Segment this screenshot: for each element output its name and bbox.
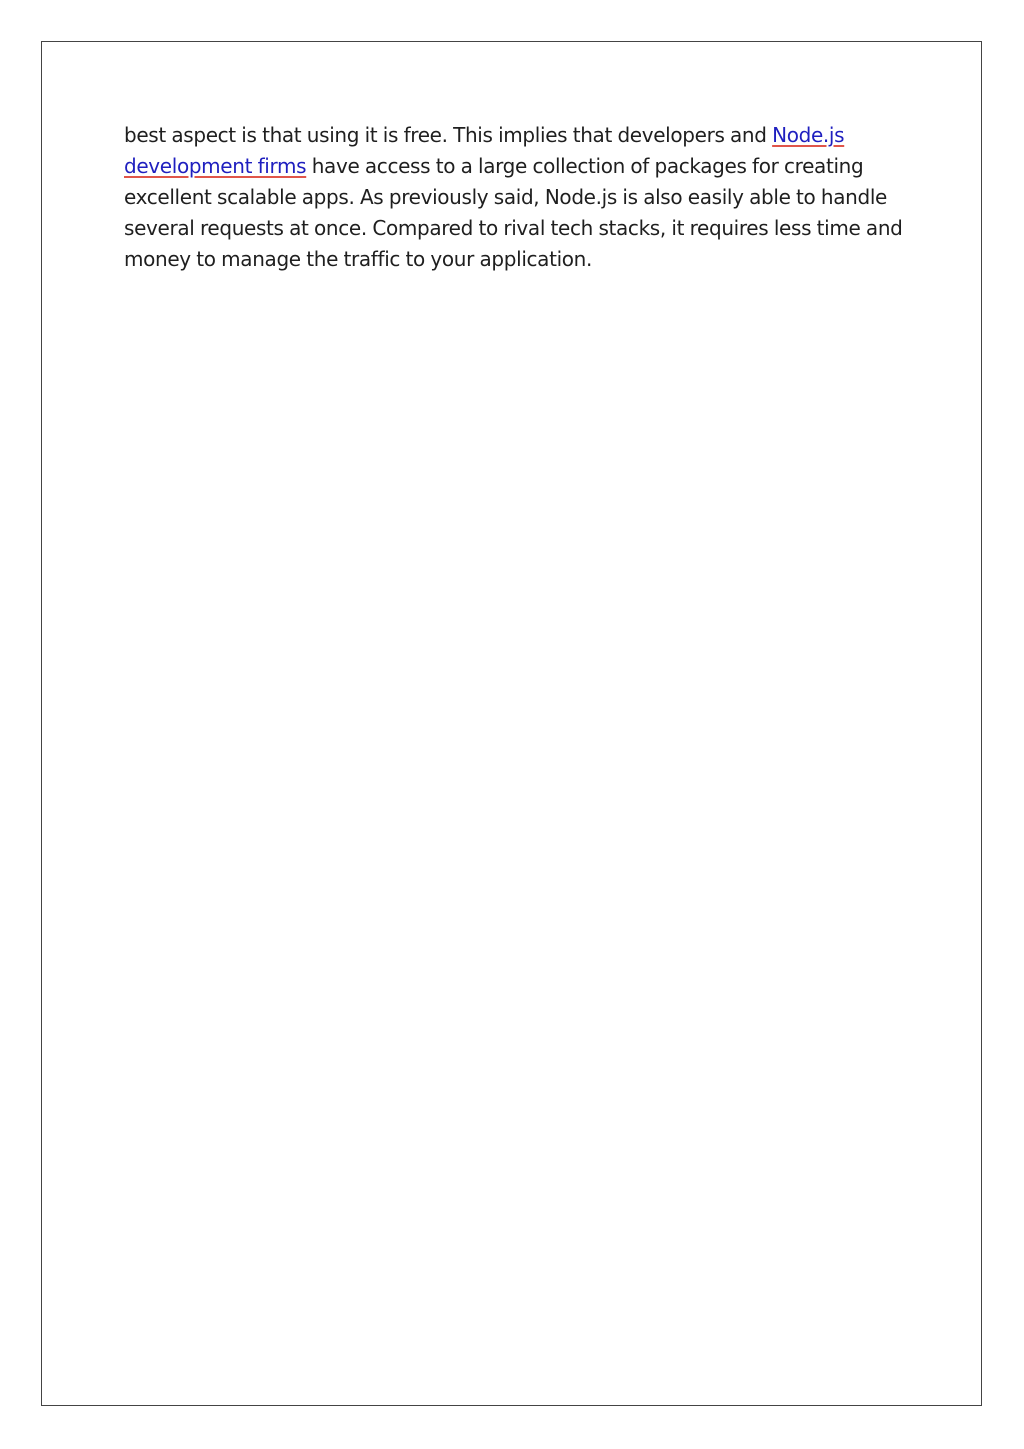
body-paragraph xyxy=(124,120,904,275)
document-page xyxy=(41,41,982,1406)
nodejs-development-firms-link[interactable]: Node.js development firms xyxy=(124,123,845,178)
paragraph-text-after-link: have access to a large collection of packages for creating excellent scalable apps. As previously said, Node.js is also easily able to handle several requests at once. Compared to rival tech stacks, it requires less time and money to manage the traffic to your application. xyxy=(124,154,903,271)
paragraph-text-before-link: best aspect is that using it is free. This implies that developers and xyxy=(124,123,773,147)
